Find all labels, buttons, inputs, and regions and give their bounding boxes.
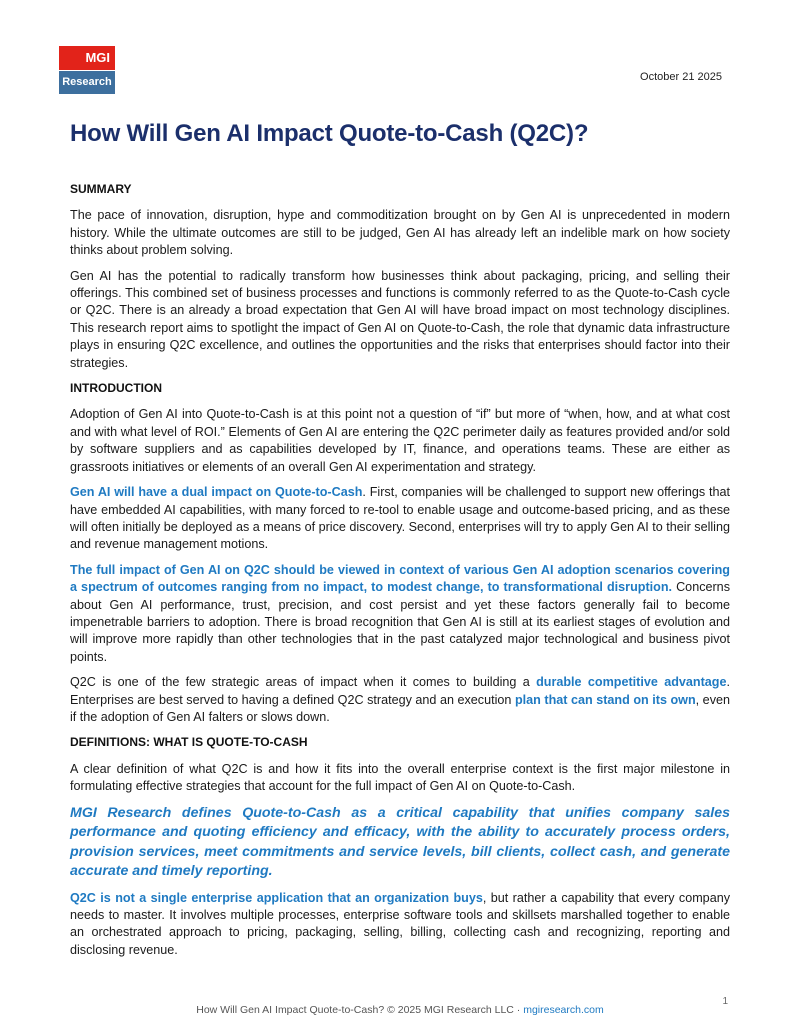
- definition-quote: MGI Research defines Quote-to-Cash as a critical capability that unifies company sales performance and quoting efficiency and efficacy, with the ability to accurately process orders, provision services, meet commitments and service levels, bill clients, collect cash, and generate accurate and timely reporting.: [70, 804, 730, 880]
- report-date: October 21 2025: [640, 71, 722, 83]
- definitions-paragraph-2: [70, 890, 730, 960]
- paragraph-text: , but rather a capability that every company needs to master. It involves multiple processes, enterprise software tools and skillsets marshalled together to enable an orchestrated approach to pricing, packaging, selling, billing, collecting cash and recognizing, reporting and disclosing revenue.: [70, 890, 730, 957]
- report-body: [70, 181, 730, 967]
- summary-heading: SUMMARY: [70, 182, 132, 196]
- footer-text: How Will Gen AI Impact Quote-to-Cash? © 2025 MGI Research LLC ·: [196, 1004, 524, 1016]
- introduction-heading: INTRODUCTION: [70, 381, 162, 396]
- introduction-paragraph-2: [70, 484, 730, 554]
- summary-paragraph-2: Gen AI has the potential to radically transform how businesses think about packaging, pricing, and selling their offerings. This combined set of business processes and functions is commonly referred to as the Quote-to-Cash cycle or Q2C. There is an already a broad expectation that Gen AI will have broad impact on most technology disciplines. This research report aims to spotlight the impact of Gen AI on Quote-to-Cash, the role that dynamic data infrastructure plays in ensuring Q2C excellence, and outlines the opportunities and the risks that enterprises should factor into their strategies.: [70, 268, 730, 370]
- highlight-dual-impact: Gen AI will have a dual impact on Quote-to-Cash: [70, 485, 363, 500]
- logo-research-text: Research: [59, 70, 115, 94]
- page-title: How Will Gen AI Impact Quote-to-Cash (Q2C)?: [70, 120, 589, 147]
- highlight-full-impact: The full impact of Gen AI on Q2C should be viewed in context of various Gen AI adoption scenarios covering a spectrum of outcomes ranging from no impact, to modest change, to transformational disruption.: [70, 562, 730, 595]
- highlight-plan: plan that can stand on its own: [514, 692, 696, 707]
- page-number: 1: [722, 996, 728, 1007]
- mgi-research-logo: [59, 46, 115, 94]
- highlight-not-single-app: Q2C is not a single enterprise application that an organization buys: [70, 890, 483, 905]
- definitions-heading: DEFINITIONS: WHAT IS QUOTE-TO-CASH: [70, 735, 308, 750]
- highlight-competitive-advantage: durable competitive advantage: [536, 675, 727, 690]
- paragraph-text: Q2C is one of the few strategic areas of impact when it comes to building a: [70, 675, 537, 690]
- introduction-paragraph-1: Adoption of Gen AI into Quote-to-Cash is at this point not a question of “if” but more of “when, how, and at what cost and with what level of ROI.” Elements of Gen AI are entering the Q2C perimeter daily as features provided and/or sold by software suppliers and as capabilities developed by IT, finance, and operations teams. These are either as grassroots initiatives or elements of an overall Gen AI experimentation and strategy.: [70, 407, 730, 474]
- paragraph-text: . First, companies will be challenged to support new offerings that have embedded AI capabilities, with many forced to re-tool to enable usage and outcome-based pricing, and as these will often initially be deployed as a means of price discovery. Second, enterprises will try to apply Gen AI to their selling and revenue management motions.: [70, 485, 730, 552]
- logo-mgi-text: MGI: [59, 46, 115, 70]
- summary-paragraph-1: The pace of innovation, disruption, hype and commoditization brought on by Gen AI is unprecedented in modern history. While the ultimate outcomes are still to be judged, Gen AI has already left an indelible mark on how society thinks about problem solving.: [70, 208, 730, 258]
- footer-website-link[interactable]: mgiresearch.com: [523, 1004, 604, 1016]
- paragraph-text: . Enterprises are best served to having a defined Q2C strategy and an execution: [70, 675, 730, 707]
- introduction-paragraph-3: [70, 562, 730, 666]
- paragraph-text: , even if the adoption of Gen AI falters or slows down.: [70, 692, 730, 724]
- paragraph-text: Concerns about Gen AI performance, trust, precision, and cost persist and yet these factors generally fail to become impenetrable barriers to adoption. There is broad recognition that Gen AI is still at its earliest stages of evolution and will improve more rapidly than other technologies that in the past catalyzed major technological and business pivot points.: [70, 580, 730, 664]
- introduction-paragraph-4: [70, 674, 730, 726]
- page-footer: [0, 1004, 800, 1016]
- definitions-paragraph-1: A clear definition of what Q2C is and how it fits into the overall enterprise context is the first major milestone in formulating effective strategies that account for the full impact of Gen AI on Quote-to-Cash.: [70, 761, 730, 794]
